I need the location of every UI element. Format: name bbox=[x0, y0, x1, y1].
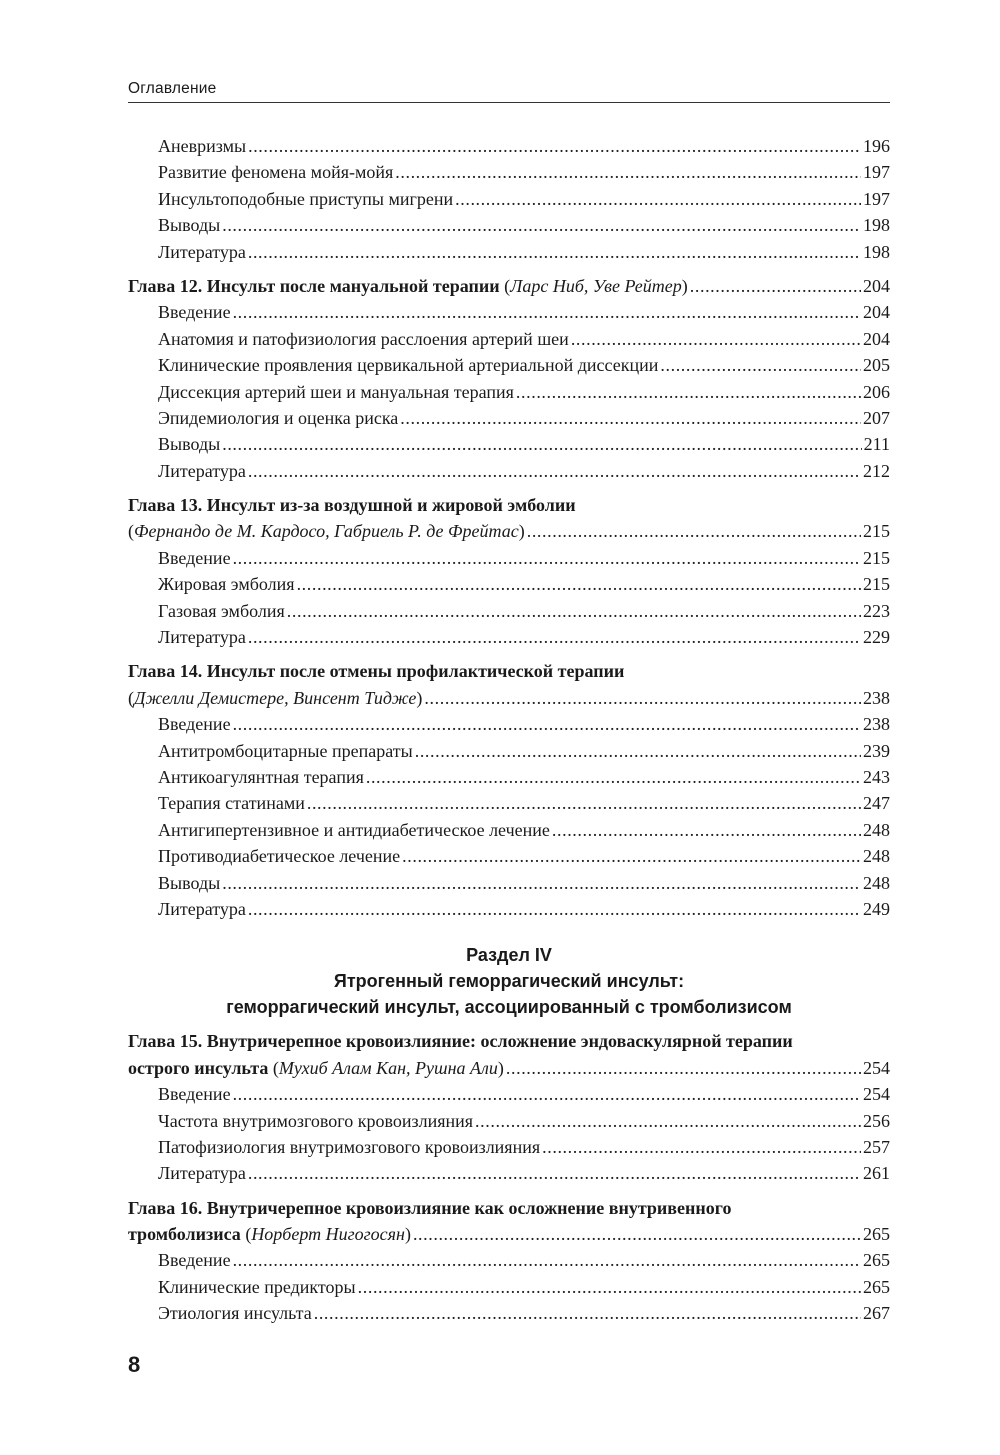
chapter-authors: Ларс Ниб, Уве Рейтер bbox=[510, 275, 682, 296]
section-heading bbox=[128, 942, 890, 1020]
leader-dots bbox=[233, 711, 861, 737]
chapter-authors: Мухиб Алам Кан, Рушна Али bbox=[278, 1057, 498, 1078]
toc-entry[interactable] bbox=[128, 764, 890, 790]
leader-dots bbox=[248, 133, 861, 159]
chapter-14 bbox=[128, 658, 890, 922]
entry-page: 243 bbox=[863, 766, 890, 787]
toc-entry[interactable] bbox=[128, 1247, 890, 1273]
chapter-page: 265 bbox=[863, 1224, 890, 1245]
entry-title: Частота внутримозгового кровоизлияния bbox=[158, 1110, 474, 1131]
toc-entry[interactable] bbox=[128, 711, 890, 737]
chapter-title: Глава 12. Инсульт после мануальной терапии bbox=[128, 275, 500, 296]
entry-title: Антигипертензивное и антидиабетическое лечение bbox=[158, 819, 550, 840]
toc-entry[interactable] bbox=[128, 405, 890, 431]
chapter-page: 238 bbox=[863, 687, 890, 708]
entry-title: Литература bbox=[158, 627, 246, 648]
leader-dots bbox=[552, 817, 861, 843]
entry-title: Антитромбоцитарные препараты bbox=[158, 740, 413, 761]
entry-page: 267 bbox=[863, 1303, 890, 1324]
chapter-page: 204 bbox=[863, 275, 890, 296]
entry-page: 212 bbox=[863, 460, 890, 481]
entry-title: Выводы bbox=[158, 872, 221, 893]
leader-dots bbox=[475, 1108, 861, 1134]
leader-dots bbox=[527, 518, 861, 544]
entry-page: 207 bbox=[863, 407, 890, 428]
entry-page: 205 bbox=[863, 355, 890, 376]
leader-dots bbox=[516, 379, 861, 405]
chapter-authors-line[interactable]: (Джелли Демистере, Винсент Тидже) ..... 238 bbox=[128, 685, 890, 711]
chapter-title[interactable]: Глава 14. Инсульт после отмены профилактической терапии bbox=[128, 661, 625, 682]
entry-title: Литература bbox=[158, 898, 246, 919]
entry-page: 254 bbox=[863, 1084, 890, 1105]
toc-entry[interactable] bbox=[128, 598, 890, 624]
entry-title: Диссекция артерий шеи и мануальная терапия bbox=[158, 381, 514, 402]
entry-page: 265 bbox=[863, 1276, 890, 1297]
toc-entry[interactable] bbox=[128, 379, 890, 405]
toc-entry[interactable] bbox=[128, 870, 890, 896]
leader-dots bbox=[400, 405, 861, 431]
entry-title: Литература bbox=[158, 241, 246, 262]
entry-page: 248 bbox=[863, 819, 890, 840]
toc-entry[interactable] bbox=[128, 352, 890, 378]
toc-entry[interactable] bbox=[128, 133, 890, 159]
entry-page: 248 bbox=[863, 846, 890, 867]
leader-dots bbox=[690, 273, 861, 299]
chapter-authors: Фернандо де М. Кардосо, Габриель Р. де Фрейтас bbox=[134, 521, 519, 542]
entry-title: Аневризмы bbox=[158, 136, 247, 156]
entry-page: 211 bbox=[863, 434, 890, 455]
entry-page: 229 bbox=[863, 627, 890, 648]
leader-dots bbox=[233, 1247, 861, 1273]
entry-title: Литература bbox=[158, 460, 246, 481]
entry-page: 247 bbox=[863, 793, 890, 814]
chapter-title-line-2: острого инсульта bbox=[128, 1057, 269, 1078]
entry-page: 198 bbox=[863, 241, 890, 262]
toc-entry[interactable] bbox=[128, 458, 890, 484]
entry-title: Развитие феномена мойя-мойя bbox=[158, 162, 394, 183]
entry-title: Введение bbox=[158, 714, 231, 735]
leader-dots bbox=[222, 431, 861, 457]
chapter-title[interactable]: Глава 13. Инсульт из-за воздушной и жировой эмболии bbox=[128, 495, 576, 516]
entry-page: 257 bbox=[863, 1136, 890, 1157]
entry-title: Жировая эмболия bbox=[158, 574, 295, 595]
chapter-page: 215 bbox=[863, 521, 890, 542]
leader-dots bbox=[571, 326, 861, 352]
chapter-12 bbox=[128, 273, 890, 484]
entry-page: 204 bbox=[863, 328, 890, 349]
entry-title: Введение bbox=[158, 547, 231, 568]
chapter-11-entries bbox=[128, 133, 890, 265]
leader-dots bbox=[542, 1134, 861, 1160]
entry-title: Газовая эмболия bbox=[158, 600, 285, 621]
section-title-line-1: Ятрогенный геморрагический инсульт: bbox=[333, 971, 685, 992]
chapter-page: 254 bbox=[863, 1057, 890, 1078]
entry-title: Введение bbox=[158, 1084, 231, 1105]
leader-dots bbox=[248, 458, 861, 484]
toc-entry[interactable] bbox=[128, 545, 890, 571]
entry-page: 239 bbox=[863, 740, 890, 761]
leader-dots bbox=[248, 896, 861, 922]
entry-page: 198 bbox=[863, 215, 890, 236]
leader-dots bbox=[307, 790, 861, 816]
toc-entry[interactable] bbox=[128, 1160, 890, 1186]
chapter-authors-line[interactable]: (Фернандо де М. Кардосо, Габриель Р. де Фрейтас) ..... 215 bbox=[128, 518, 890, 544]
entry-title: Антикоагулянтная терапия bbox=[158, 766, 364, 787]
entry-page: 197 bbox=[863, 162, 890, 183]
leader-dots bbox=[233, 299, 861, 325]
leader-dots bbox=[248, 624, 861, 650]
toc-entry[interactable] bbox=[128, 1134, 890, 1160]
leader-dots bbox=[506, 1055, 861, 1081]
entry-title: Литература bbox=[158, 1163, 246, 1184]
section-title-line-2: геморрагический инсульт, ассоциированный с тромболизисом bbox=[226, 997, 792, 1018]
leader-dots bbox=[358, 1274, 861, 1300]
toc-entry[interactable] bbox=[128, 1274, 890, 1300]
toc-entry[interactable] bbox=[128, 817, 890, 843]
chapter-13 bbox=[128, 492, 890, 650]
entry-title: Выводы bbox=[158, 215, 221, 236]
entry-page: 196 bbox=[863, 136, 890, 156]
entry-title: Этиология инсульта bbox=[158, 1303, 312, 1324]
chapter-authors: Норберт Нигогосян bbox=[251, 1224, 405, 1245]
entry-title: Противодиабетическое лечение bbox=[158, 846, 401, 867]
leader-dots bbox=[233, 1081, 861, 1107]
leader-dots bbox=[233, 545, 861, 571]
entry-title: Клинические предикторы bbox=[158, 1276, 356, 1297]
entry-page: 248 bbox=[863, 872, 890, 893]
entry-title: Введение bbox=[158, 1250, 231, 1271]
toc-entry[interactable] bbox=[128, 431, 890, 457]
toc-entry[interactable] bbox=[128, 239, 890, 265]
toc-entry[interactable] bbox=[128, 843, 890, 869]
entry-page: 206 bbox=[863, 381, 890, 402]
toc-entry[interactable] bbox=[128, 186, 890, 212]
toc-entry[interactable] bbox=[128, 790, 890, 816]
entry-title: Эпидемиология и оценка риска bbox=[158, 407, 399, 428]
leader-dots bbox=[455, 186, 861, 212]
toc-entry[interactable] bbox=[128, 299, 890, 325]
chapter-title-line-1[interactable]: Глава 16. Внутричерепное кровоизлияние как осложнение внутривенного bbox=[128, 1197, 732, 1218]
leader-dots bbox=[222, 870, 861, 896]
entry-page: 265 bbox=[863, 1250, 890, 1271]
entry-page: 197 bbox=[863, 188, 890, 209]
entry-page: 249 bbox=[863, 898, 890, 919]
chapter-authors: Джелли Демистере, Винсент Тидже bbox=[134, 687, 417, 708]
leader-dots bbox=[424, 685, 861, 711]
toc-entry[interactable] bbox=[128, 326, 890, 352]
entry-title: Введение bbox=[158, 302, 231, 323]
leader-dots bbox=[287, 598, 861, 624]
entry-title: Патофизиология внутримозгового кровоизлияния bbox=[158, 1136, 541, 1157]
toc-entry[interactable] bbox=[128, 624, 890, 650]
table-of-contents bbox=[128, 133, 890, 1327]
running-header: Оглавление bbox=[128, 80, 890, 103]
entry-title: Анатомия и патофизиология расслоения артерий шеи bbox=[158, 328, 569, 349]
entry-page: 215 bbox=[863, 547, 890, 568]
leader-dots bbox=[222, 212, 861, 238]
chapter-heading[interactable]: тромболизиса (Норберт Нигогосян) ..... 265 bbox=[128, 1221, 890, 1247]
chapter-heading[interactable]: Глава 12. Инсульт после мануальной терапии (Ларс Ниб, Уве Рейтер) ..... 204 bbox=[128, 273, 890, 299]
leader-dots bbox=[314, 1300, 861, 1326]
toc-entry[interactable] bbox=[128, 1081, 890, 1107]
toc-entry[interactable] bbox=[128, 1300, 890, 1326]
entry-title: Выводы bbox=[158, 434, 221, 455]
entry-page: 204 bbox=[863, 302, 890, 323]
leader-dots bbox=[297, 571, 861, 597]
page-number: 8 bbox=[128, 1352, 141, 1377]
entry-page: 238 bbox=[863, 714, 890, 735]
entry-title: Клинические проявления цервикальной артериальной диссекции bbox=[158, 355, 659, 376]
chapter-15 bbox=[128, 1028, 890, 1186]
entry-title: Терапия статинами bbox=[158, 793, 305, 814]
leader-dots bbox=[402, 843, 861, 869]
leader-dots bbox=[415, 738, 861, 764]
entry-page: 256 bbox=[863, 1110, 890, 1131]
chapter-16 bbox=[128, 1195, 890, 1327]
toc-entry[interactable] bbox=[128, 571, 890, 597]
leader-dots bbox=[248, 1160, 861, 1186]
toc-entry[interactable] bbox=[128, 896, 890, 922]
entry-page: 223 bbox=[863, 600, 890, 621]
toc-entry[interactable] bbox=[128, 738, 890, 764]
leader-dots bbox=[395, 159, 861, 185]
chapter-title-line-2: тромболизиса bbox=[128, 1224, 241, 1245]
leader-dots bbox=[413, 1221, 861, 1247]
entry-page: 261 bbox=[863, 1163, 890, 1184]
toc-entry[interactable] bbox=[128, 159, 890, 185]
leader-dots bbox=[366, 764, 861, 790]
chapter-heading[interactable]: острого инсульта (Мухиб Алам Кан, Рушна Али) ..... 254 bbox=[128, 1055, 890, 1081]
leader-dots bbox=[660, 352, 861, 378]
toc-entry[interactable] bbox=[128, 1108, 890, 1134]
entry-title: Инсультоподобные приступы мигрени bbox=[158, 188, 454, 209]
entry-page: 215 bbox=[863, 574, 890, 595]
section-label: Раздел IV bbox=[466, 945, 552, 966]
chapter-title-line-1[interactable]: Глава 15. Внутричерепное кровоизлияние: осложнение эндоваскулярной терапии bbox=[128, 1031, 793, 1052]
leader-dots bbox=[248, 239, 861, 265]
toc-entry[interactable] bbox=[128, 212, 890, 238]
